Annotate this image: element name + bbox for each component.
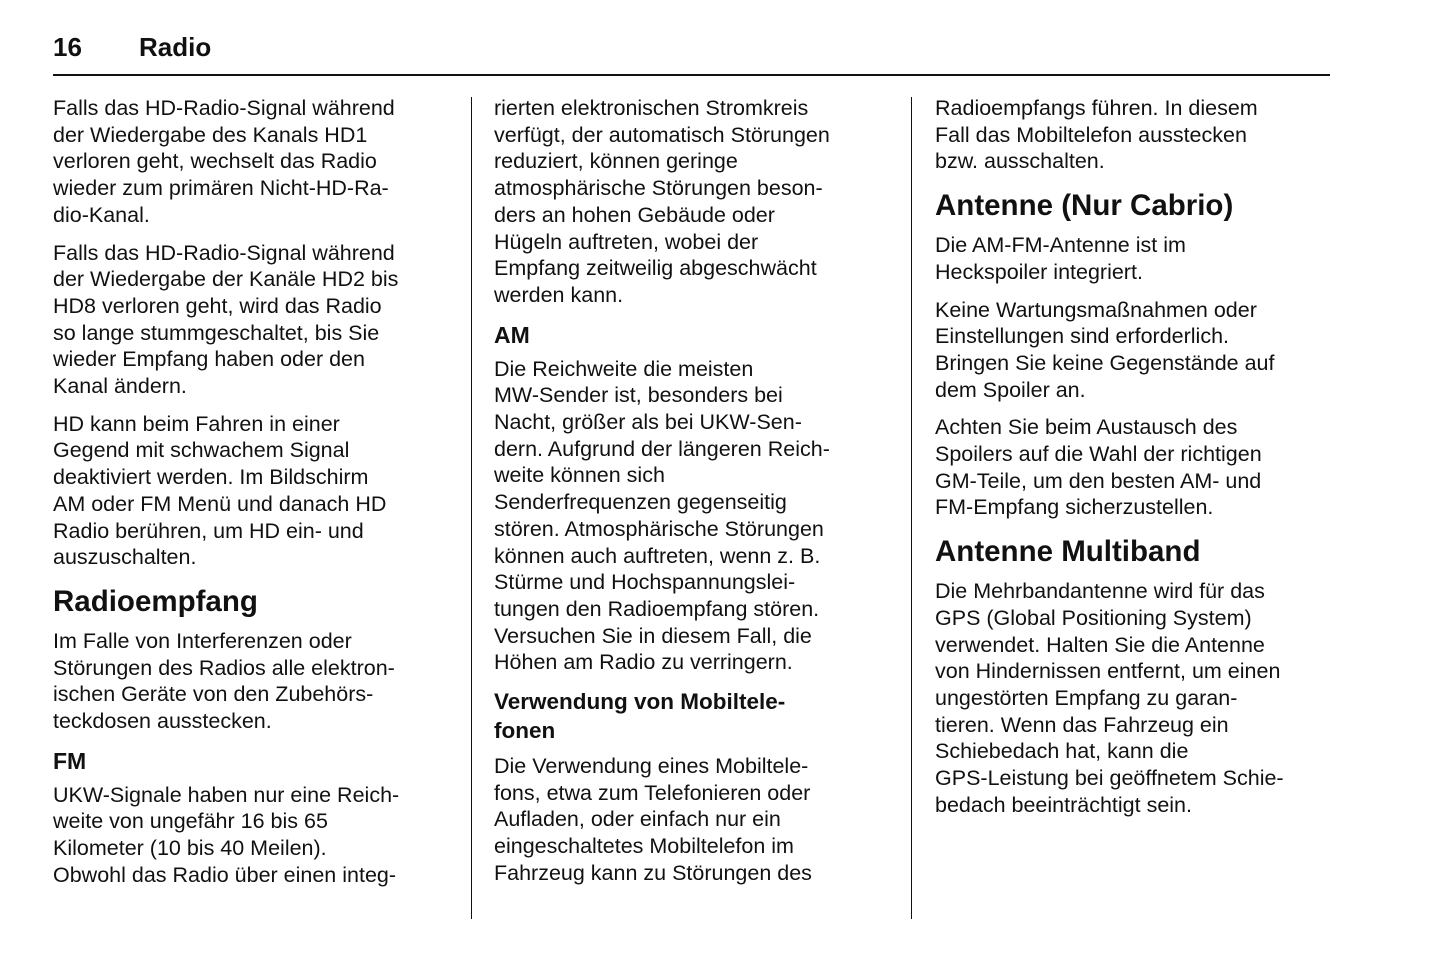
text-line: Höhen am Radio zu verringern. [494,650,793,675]
column-2 [494,95,894,898]
text-line: wieder Empfang haben oder den [53,347,365,372]
text-line: Fall das Mobiltelefon ausstecken [935,122,1247,147]
paragraph-hd2-hd8-signal-loss [53,240,453,400]
text-line: verloren geht, wechselt das Radio [53,149,377,174]
text-line: fons, etwa zum Telefonieren oder [494,780,811,805]
text-line: dern. Aufgrund der längeren Reich- [494,436,830,461]
text-line: Die Mehrbandantenne wird für das [935,579,1265,604]
heading-am: AM [494,321,530,348]
text-line: der Wiedergabe der Kanäle HD2 bis [53,267,399,292]
text-line: AM oder FM Menü und danach HD [53,491,387,516]
column-1 [53,95,453,900]
text-line: fonen [494,718,556,744]
column-3 [935,95,1335,829]
text-line: GPS (Global Positioning System) [935,605,1252,630]
text-line: so lange stummgeschaltet, bis Sie [53,320,380,345]
heading-radioempfang: Radioempfang [53,584,258,618]
text-line: Die AM-FM-Antenne ist im [935,233,1186,258]
text-line: Stürme und Hochspannungslei- [494,570,796,595]
text-line: teckdosen ausstecken. [53,709,272,734]
text-line: Nacht, größer als bei UKW-Sen- [494,410,802,435]
text-line: verwendet. Halten Sie die Antenne [935,632,1265,657]
text-line: Keine Wartungsmaßnahmen oder [935,297,1257,322]
text-line: Im Falle von Interferenzen oder [53,628,352,653]
text-line: bedach beeinträchtigt sein. [935,792,1192,817]
text-line: Spoilers auf die Wahl der richtigen [935,442,1262,467]
text-line: Störungen des Radios alle elektron- [53,655,395,680]
heading-mobile-phones [494,687,894,745]
paragraph-am-range [494,356,894,676]
text-line: Kanal ändern. [53,374,187,399]
text-line: Aufladen, oder einfach nur ein [494,807,781,832]
paragraph-maintenance [935,297,1335,404]
page-number: 16 [53,32,82,62]
text-line: dio-Kanal. [53,202,150,227]
text-line: Gegend mit schwachem Signal [53,438,350,463]
text-line: Obwohl das Radio über einen integ- [53,862,397,887]
text-line: HD8 verloren geht, wird das Radio [53,293,382,318]
paragraph-antenna-spoiler [935,232,1335,285]
paragraph-hd1-signal-loss [53,95,453,229]
paragraph-spoiler-replacement [935,414,1335,521]
text-line: Hügeln auftreten, wobei der [494,229,759,254]
paragraph-interference [53,628,453,735]
text-line: reduziert, können geringe [494,149,738,174]
text-line: von Hindernissen entfernt, um einen [935,659,1281,684]
text-line: HD kann beim Fahren in einer [53,411,340,436]
text-line: stören. Atmosphärische Störungen [494,516,824,541]
paragraph-multiband-gps [935,578,1335,818]
text-line: Versuchen Sie in diesem Fall, die [494,623,812,648]
text-line: bzw. ausschalten. [935,149,1105,174]
text-line: deaktiviert werden. Im Bildschirm [53,465,369,490]
paragraph-mobile-continued [935,95,1335,175]
column-divider-left [471,97,472,919]
text-line: auszuschalten. [53,545,197,570]
text-line: Achten Sie beim Austausch des [935,415,1238,440]
text-line: GPS-Leistung bei geöffnetem Schie- [935,766,1284,791]
heading-antenne-cabrio: Antenne (Nur Cabrio) [935,189,1234,223]
text-line: ders an hohen Gebäude oder [494,202,775,227]
column-divider-right [911,97,912,919]
text-line: Radioempfangs führen. In diesem [935,96,1258,120]
text-line: Fahrzeug kann zu Störungen des [494,860,812,885]
text-line: rierten elektronischen Stromkreis [494,96,809,120]
text-line: weite von ungefähr 16 bis 65 [53,809,328,834]
text-line: tungen den Radioempfang stören. [494,596,820,621]
text-line: Einstellungen sind erforderlich. [935,324,1229,349]
text-line: Senderfrequenzen gegenseitig [494,490,787,515]
text-line: wieder zum primären Nicht-HD-Ra- [53,176,389,201]
text-line: verfügt, der automatisch Störungen [494,122,830,147]
text-line: FM-Empfang sicherzustellen. [935,495,1214,520]
text-line: eingeschaltetes Mobiltelefon im [494,834,794,859]
paragraph-hd-deactivate [53,411,453,571]
text-line: ungestörten Empfang zu garan- [935,685,1238,710]
text-line: Kilometer (10 bis 40 Meilen). [53,836,327,861]
page-header [53,28,1330,76]
text-line: ischen Geräte von den Zubehörs- [53,682,374,707]
chapter-title: Radio [139,32,212,62]
text-line: der Wiedergabe des Kanals HD1 [53,122,368,147]
text-line: Die Reichweite die meisten [494,356,754,381]
text-line: Bringen Sie keine Gegenstände auf [935,350,1275,375]
text-line: werden kann. [494,282,624,307]
text-line: Die Verwendung eines Mobiltele- [494,754,809,779]
text-line: Empfang zeitweilig abgeschwächt [494,256,817,281]
heading-antenne-multiband: Antenne Multiband [935,535,1201,569]
text-line: UKW-Signale haben nur eine Reich- [53,782,400,807]
text-line: Verwendung von Mobiltele- [494,689,786,715]
text-line: können auch auftreten, wenn z. B. [494,543,821,568]
text-line: MW-Sender ist, besonders bei [494,383,783,408]
text-line: Falls das HD-Radio-Signal während [53,240,395,265]
text-line: dem Spoiler an. [935,377,1086,402]
paragraph-mobile-phones [494,753,894,887]
paragraph-fm-continued [494,95,894,309]
text-line: weite können sich [494,463,665,488]
paragraph-fm-range [53,782,453,889]
text-line: Schiebedach hat, kann die [935,739,1189,764]
text-line: Falls das HD-Radio-Signal während [53,96,395,120]
text-line: Radio berühren, um HD ein- und [53,518,364,543]
text-line: atmosphärische Störungen beson- [494,176,823,201]
text-line: Heckspoiler integriert. [935,259,1143,284]
heading-fm: FM [53,747,87,774]
text-line: GM-Teile, um den besten AM- und [935,468,1262,493]
text-line: tieren. Wenn das Fahrzeug ein [935,712,1229,737]
